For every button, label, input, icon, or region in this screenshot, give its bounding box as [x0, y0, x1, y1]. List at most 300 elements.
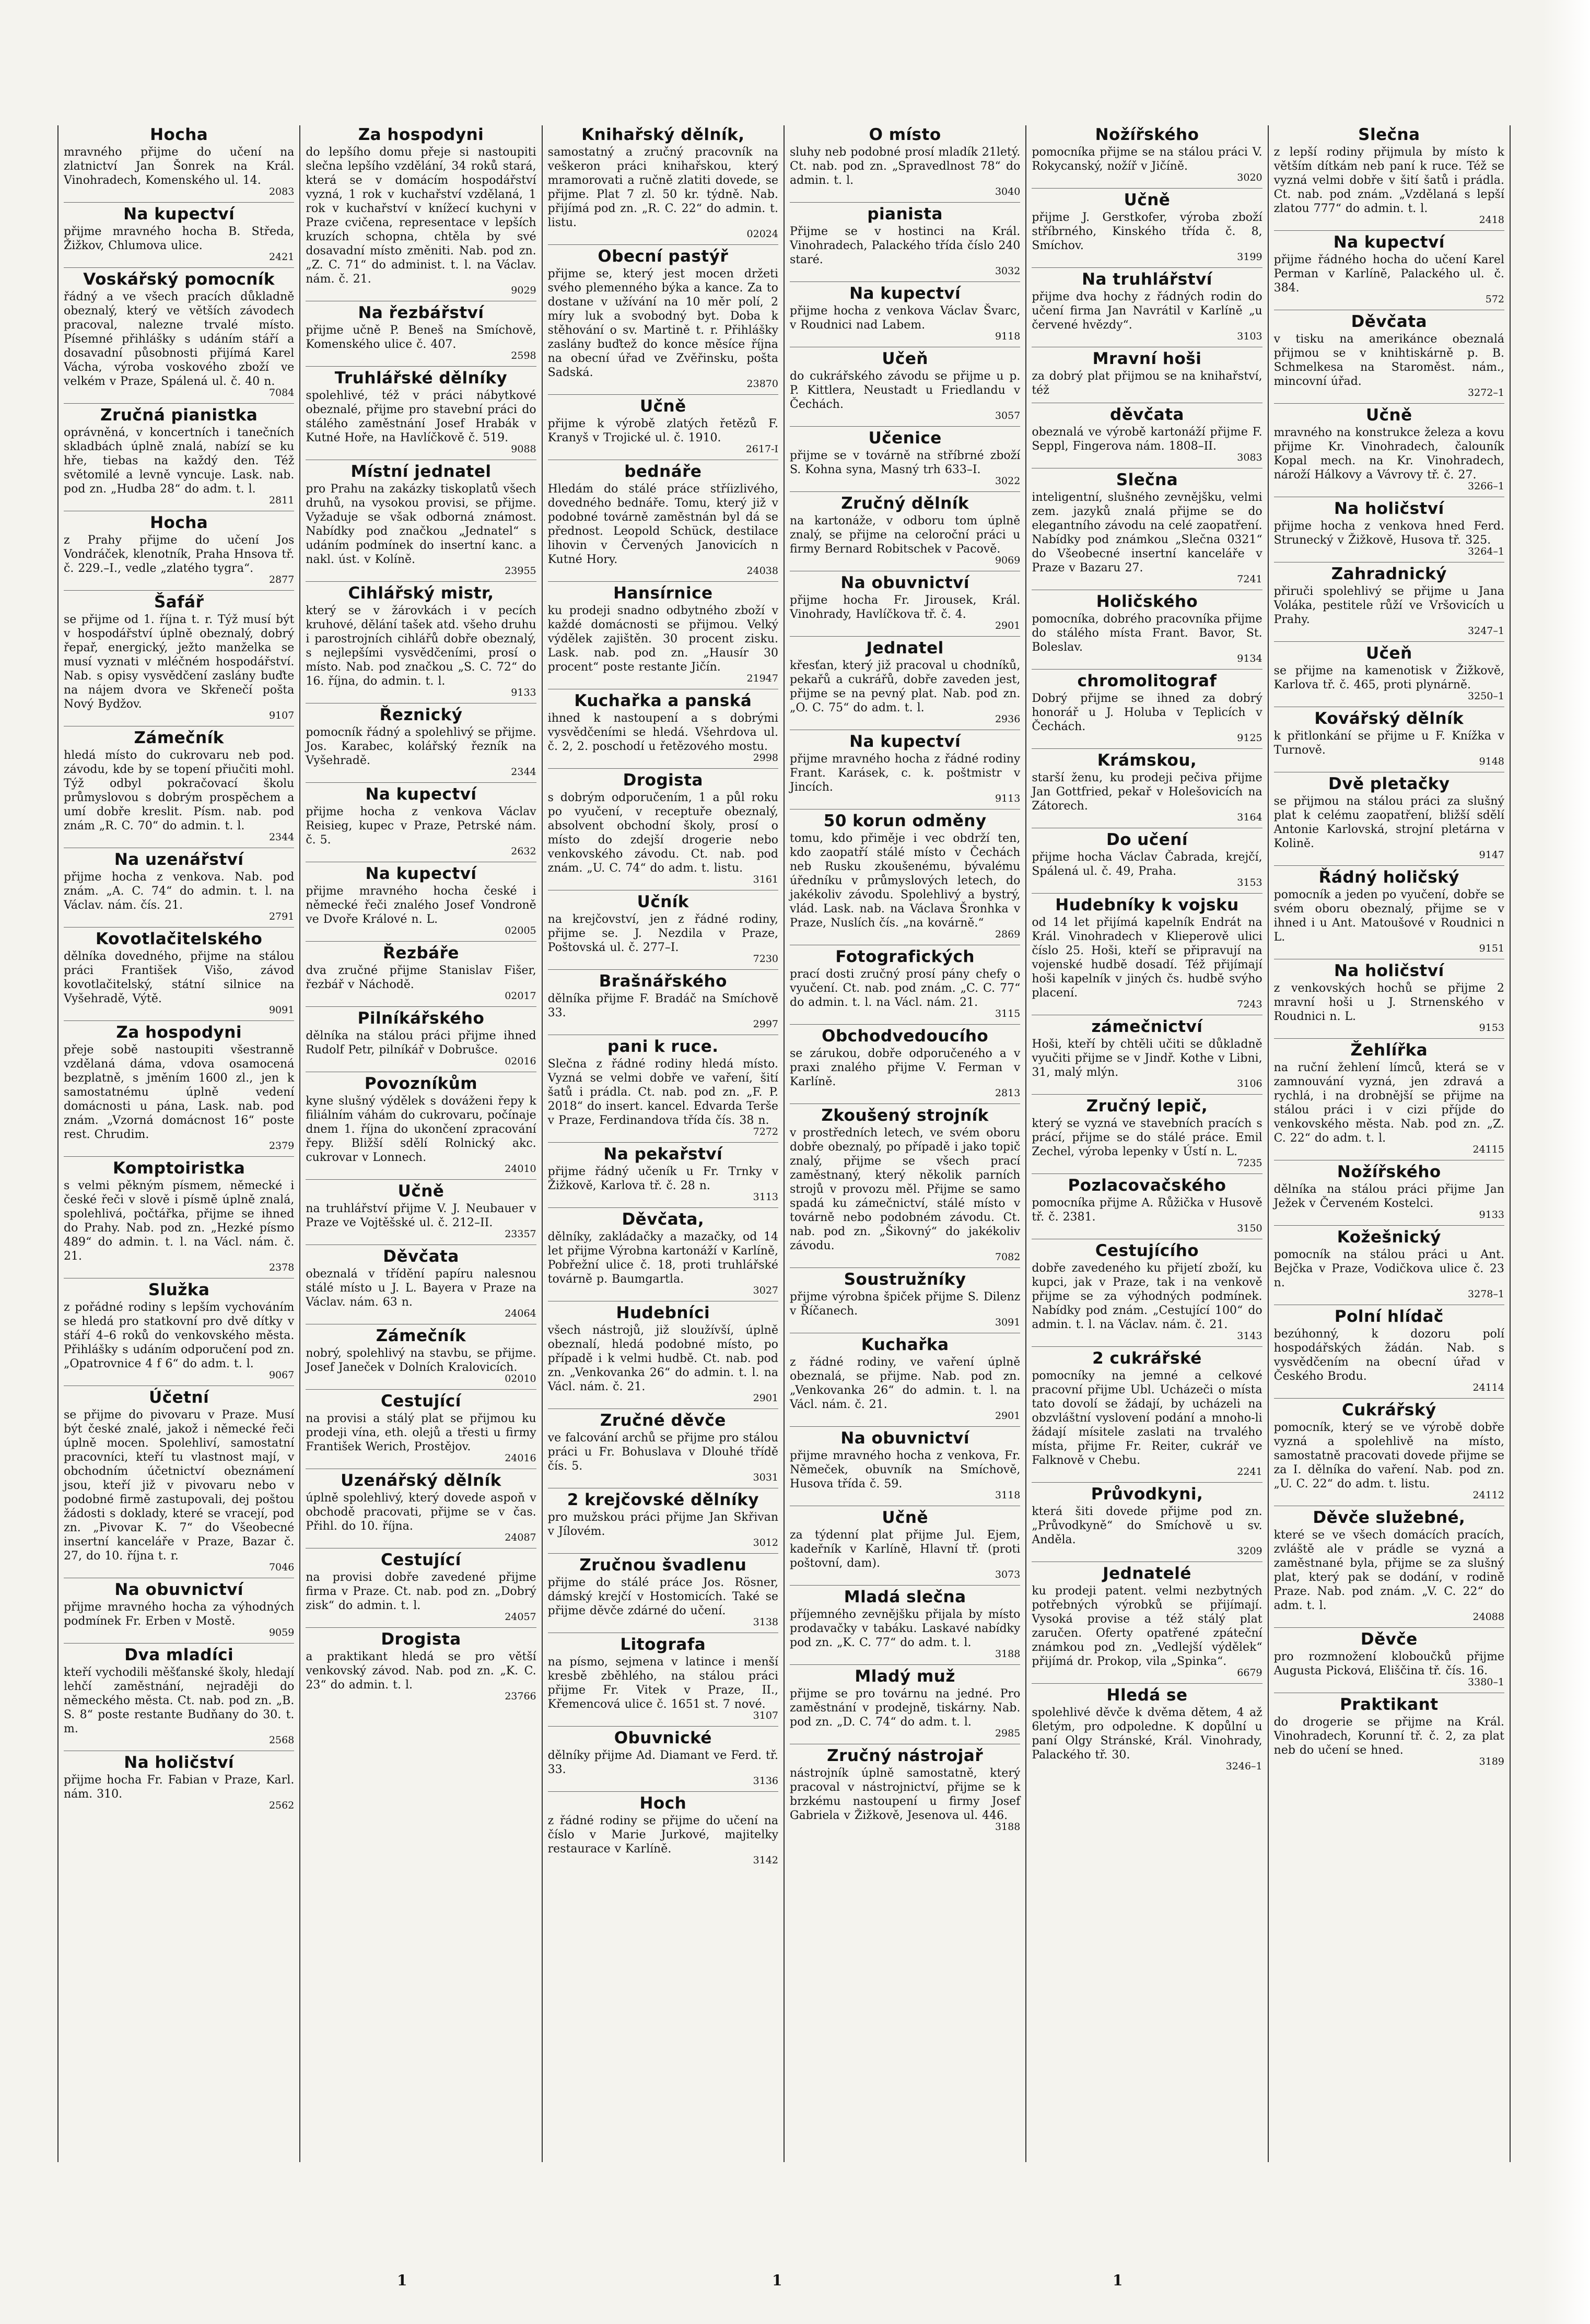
classified-ad [306, 581, 536, 698]
classified-ad [790, 809, 1020, 940]
ad-text: přijme hocha z venkova Václav Švarc, v Roudnici nad Labem. [790, 304, 1021, 332]
ad-number: 3250–1 [1468, 690, 1504, 702]
classified-ad [1274, 1160, 1504, 1220]
ad-title: Děvčata, [622, 1210, 705, 1229]
classified-ad [1274, 1506, 1504, 1622]
ad-text: se přijmou na stálou práci za slušný plat k celému zaopatření, bližší sdělí Antonie Karlovská, strojní pletárna v Kolině. [1273, 795, 1504, 850]
ad-title: Zámečník [134, 729, 224, 747]
ad-text: za týdenní plat přijme Jul. Ejem, kadeřník v Karlíně, Hlavní tř. (proti poštovní, dam). [790, 1529, 1021, 1570]
ad-number: 2985 [995, 1728, 1021, 1739]
classified-ad [790, 1426, 1020, 1500]
classified-ad [548, 1409, 778, 1483]
classified-ad [790, 945, 1020, 1019]
ad-number: 3278–1 [1468, 1288, 1504, 1300]
classified-ad [1032, 590, 1262, 664]
ad-text: řádný a ve všech pracích důkladně obeznalý, který ve větších závodech pracoval, nalezne trvalé místo. Písemné přihlášky s udáním stáří a dosavadní působnosti přijímá Karel Vácha, výroba voskového zboží ve velkém v Praze, Spálená ul. č. 40 n. [64, 290, 295, 388]
ad-text: přijme řádný učeník u Fr. Trnky v Žižkově, Karlova tř. č. 28 n. [547, 1165, 778, 1192]
classified-ad [1274, 497, 1504, 557]
ad-number: 2998 [753, 752, 778, 764]
classified-ad [1032, 893, 1262, 1010]
classified-ad [790, 426, 1020, 486]
ad-title: Učeň [1366, 644, 1412, 663]
ad-text: na krejčovství, jen z řádné rodiny, přijme se. J. Nezdila v Praze, Poštovská ul. č. 277–I. [547, 913, 778, 954]
ad-title: Na kupectví [849, 284, 961, 303]
ad-number: 2418 [1479, 214, 1504, 226]
ad-number: 9148 [1479, 756, 1504, 767]
ad-number: 6679 [1237, 1667, 1262, 1679]
ad-title: Zručnou švadlenu [579, 1556, 747, 1575]
ad-text: na písmo, sejmena v latince i menší kresbě zběhlého, na stálou práci přijme Fr. Vitek v Praze, II., Křemencová ulice č. 1651 st. 7 nové. [547, 1656, 778, 1711]
ad-number: 572 [1485, 294, 1504, 305]
ad-text: a praktikant hledá se pro větší venkovský závod. Nab. pod zn. „K. C. 23“ do admin. t. l. [306, 1650, 536, 1692]
ad-text: ihned k nastoupení a s dobrými vysvědčeními se hledá. Všehrdova ul. č. 2, 2. poschodí u řetězového mostu. [547, 712, 778, 753]
ad-title: Na kupectví [1333, 233, 1445, 252]
ad-text: přijme se v továrně na stříbrné zboží S. Kohna syna, Masný trh 633–I. [790, 449, 1021, 476]
ad-title: Nožířského [1337, 1163, 1441, 1181]
ad-title: Kovářský dělník [1314, 709, 1464, 728]
ad-text: s dobrým odporučením, 1 a půl roku po vyučení, v receptuře obeznalý, absolvent obchodní školy, prosí o místo do zdejší drogerie nebo venkovského závodu. Ct. nab. pod znám. „U. C. 74“ do adm. t. listu. [547, 791, 778, 875]
ad-text: z řádné rodiny se přijme do učení na číslo v Marie Jurkové, majitelky restaurace v Karlíně. [547, 1814, 778, 1856]
ad-number: 24016 [505, 1452, 536, 1464]
ad-number: 7243 [1237, 999, 1262, 1010]
ad-title: Hudebníci [616, 1304, 710, 1322]
classified-ad [64, 1020, 294, 1151]
ad-number: 2344 [268, 831, 295, 843]
classified-ad [1032, 669, 1262, 743]
classified-ad [1274, 865, 1504, 954]
ad-text: kyne slušný výdělek s dováženi řepy k filiálním váhám do cukrovaru, počínaje dnem 1. října do ukončení zpracování řepy. Bližší sdělí Rolnický akc. cukrovar v Lonnech. [306, 1095, 536, 1164]
classified-ad [64, 1643, 294, 1745]
ad-number: 2562 [268, 1800, 295, 1811]
ad-text: pomocníka přijme se na stálou práci V. Rokycanský, nožíř v Jičíně. [1032, 146, 1262, 173]
ad-text: pomocníka přijme A. Růžička v Husově tř. č. 2381. [1032, 1196, 1262, 1224]
ad-text: z řádné rodiny, ve vaření úplně obeznalá, se přijme. Nab. pod zn. „Venkovanka 26“ do admin. t. l. na Václ. nám. č. 21. [790, 1356, 1021, 1411]
classified-ad [64, 1386, 294, 1572]
ad-title: Za hospodyni [116, 1023, 242, 1042]
classified-ad [1032, 1482, 1262, 1556]
classified-ad [306, 1006, 536, 1066]
ad-title: Kuchařka [861, 1335, 949, 1354]
classified-ad [1032, 1094, 1262, 1168]
ad-number: 23766 [505, 1691, 536, 1702]
ad-number: 3164 [1237, 812, 1262, 823]
ad-number: 3188 [995, 1821, 1021, 1833]
ad-text: pomocníky na jemné a celkové pracovní přijme Ubl. Ucházeči o místa tato dovolí se žádají, by ucházeli na obzvláštní vyslovení podání a mnoho-li žádají mísitele zaslati na trvalého místa, přijme Fr. Reiter, cukrář ve Falknově v Chebu. [1032, 1369, 1262, 1467]
ad-title: Holičského [1096, 592, 1198, 611]
ad-text: příjemného zevnějšku přijala by místo prodavačky v tabáku. Laskavé nabídky pod zn. „K. C. 77“ do adm. t. l. [790, 1608, 1021, 1649]
classified-ad [790, 1333, 1020, 1421]
ad-text: nástrojník úplně samostatně, který pracoval v nástrojnictví, přijme se k brzkému nastoupení u firmy Josef Gabriela v Žižkově, Jesenova ul. 446. [790, 1767, 1021, 1822]
classified-ad [790, 1104, 1020, 1262]
ad-text: přijme hocha z venkova. Nab. pod znám. „A. C. 74“ do admin. t. l. na Václav. nám. čís. 21. [64, 871, 295, 912]
classified-ad [306, 366, 536, 454]
ad-text: na truhlářství přijme V. J. Neubauer v Praze ve Vojtěšské ul. č. 212–II. [306, 1202, 536, 1229]
ad-text: od 14 let přijímá kapelník Endrát na Král. Vinohradech v Klieperově ulici číslo 25. Hoši, kteří se připravují na vojenské hudbě dosadí. Též přijímají hoši kapelník v jiných čs. hudbě svýho placení. [1032, 916, 1262, 1000]
classified-ad [1032, 347, 1262, 397]
ad-title: pani k ruce. [607, 1037, 719, 1056]
ad-title: 50 korun odměny [823, 812, 987, 830]
ad-text: inteligentní, slušného zevnějšku, velmi zem. jazyků znalá přijme se do elegantního závodu na celé zaopatření. Nabídky pod známkou „Slečna 0321“ do Všeobecné insertní kanceláře v Praze v Bazaru 27. [1032, 491, 1262, 574]
ad-text: obeznalá v třídění papíru nalesnou stálé místo u J. L. Bayera v Praze na Václav. nám. 63 n. [306, 1267, 536, 1309]
ad-number: 9153 [1479, 1022, 1504, 1034]
ad-title: Zručné děvče [600, 1411, 726, 1430]
ad-number: 3020 [1237, 172, 1262, 183]
ad-number: 7046 [268, 1562, 295, 1573]
classified-ad [306, 1324, 536, 1384]
ad-title: Na obuvnictví [114, 1580, 243, 1599]
page-margin [1543, 0, 1590, 2324]
ad-number: 2421 [268, 251, 295, 263]
classified-ad [1274, 707, 1504, 767]
ad-text: mravného na konstrukce železa a kovu přijme Kr. Vinohradech, čalouník Kopal mech. na Kr. Vinohradech, nároží Hálkovy a Vávrovy tř. č. 27. [1273, 426, 1504, 482]
ad-title: Zručný lepič, [1086, 1097, 1208, 1116]
ad-title: Učně [640, 397, 686, 416]
ad-number: 3150 [1237, 1223, 1262, 1234]
ad-text: Hledám do stálé práce stříizlivého, dovedného bednáře. Tomu, který již v podobné továrně zaměstnán byl dá se přednost. Leopold Schück, destilace lihovin v Červených Janovicích n Kutné Hory. [547, 483, 778, 566]
ad-number: 9134 [1237, 653, 1262, 664]
classified-ad [790, 571, 1020, 631]
ad-title: Zahradnický [1331, 565, 1447, 583]
classified-ad [548, 244, 778, 389]
classified-ad [790, 1585, 1020, 1659]
ad-number: 2598 [511, 350, 536, 361]
classified-ad [1032, 1239, 1262, 1341]
classified-ad [1032, 1173, 1262, 1234]
ad-title: Praktikant [1340, 1695, 1439, 1714]
ad-number: 3143 [1237, 1330, 1262, 1342]
ad-number: 3012 [753, 1537, 778, 1548]
classified-ad [1032, 1015, 1262, 1089]
ad-text: pro mužskou práci přijme Jan Skřivan v Jílovém. [547, 1511, 778, 1538]
ad-text: pomocník, který se ve výrobě dobře vyzná a spolehlivě na místo, samostatně pracovati dovede přijme se za I. dělníka do vaření. Nab. pod zn. „U. C. 22“ do adm. t. listu. [1273, 1421, 1504, 1490]
ad-text: ku prodeji snadno odbytného zboží v každé domácnosti se přijmou. Velký výdělek zajištěn. 30 procent zisku. Lask. nab. pod zn. „Hausír 30 procent“ poste restante Jičín. [547, 604, 778, 674]
classified-ad [548, 1142, 778, 1202]
ad-number: 3247–1 [1468, 625, 1504, 637]
ad-number: 24038 [746, 565, 778, 577]
classified-ad [790, 1506, 1020, 1580]
classified-ad [306, 1245, 536, 1319]
ad-number: 3106 [1237, 1078, 1262, 1089]
ad-text: dělníka dovedného, přijme na stálou práci František Višo, závod kovotlačitelský, státní silnice na Vyšehradě, Výtě. [64, 950, 295, 1005]
ad-text: dobře zavedeného ku přijetí zboží, ku kupci, jak v Praze, tak i na venkově přijme se za výhodných podmínek. Nabídky pod znám. „Cestující 100“ do admin. t. l. na Václav. nám. č. 21. [1032, 1262, 1262, 1331]
ad-text: bezúhonný, k dozoru polí hospodářských žádán. Nab. s vysvědčením na obecní úřad v Českého Brodu. [1273, 1328, 1504, 1383]
classified-ad [1274, 310, 1504, 398]
ad-title: Povozníkům [364, 1074, 478, 1093]
ad-title: Hledá se [1106, 1686, 1188, 1705]
ad-number: 24064 [505, 1308, 536, 1319]
ad-number: 3266–1 [1468, 480, 1504, 492]
classified-ad [790, 1664, 1020, 1739]
ad-text: přijme výrobna špiček přijme S. Dilenz v Říčanech. [790, 1290, 1021, 1318]
ad-number: 9088 [511, 443, 536, 455]
ad-number: 24112 [1472, 1489, 1504, 1501]
classified-ad [548, 768, 778, 885]
ad-title: Jednatelé [1103, 1564, 1191, 1583]
ad-number: 9125 [1237, 732, 1262, 744]
ad-number: 02017 [505, 990, 536, 1002]
ad-text: na ruční žehlení límců, která se v zamnouvání vyzná, jen zdravá a rychlá, i na drobnější se přijme na stálou práci i v cizi příjde do venkovského města. Nab. pod zn. „Z. C. 22“ do adm. t. l. [1273, 1061, 1504, 1145]
ad-title: Voskářský pomocník [83, 270, 275, 289]
ad-text: dělníka na stálou práci přijme Jan Ježek v Červeném Kostelci. [1273, 1183, 1504, 1210]
ad-number: 3199 [1237, 251, 1262, 263]
classified-ad [1274, 641, 1504, 701]
ad-text: se zárukou, dobře odporučeného a v praxi znalého přijme V. Ferman v Karlíně. [790, 1047, 1021, 1088]
ad-number: 02024 [746, 228, 778, 240]
classified-ad [1032, 828, 1262, 888]
ad-text: křesťan, který již pracoval u chodníků, pekařů a cukrářů, dobře zaveden jest, přijme se na pevný plat. Nab. pod zn. „O. C. 75“ do adm. t. l. [790, 659, 1021, 714]
ad-title: Slečna [1358, 125, 1420, 144]
ad-title: bednáře [624, 462, 702, 481]
classified-ad [790, 636, 1020, 724]
classified-ad [548, 689, 778, 763]
ad-number: 9107 [268, 710, 295, 721]
ad-text: který se vyzná ve stavebních pracích s prácí, přijme se do stálé práce. Emil Zechel, výroba lepenky v Ústí n. L. [1032, 1117, 1262, 1158]
ad-title: Knihařský dělník, [581, 125, 745, 144]
ad-title: Obecní pastýř [598, 247, 729, 266]
ad-number: 3040 [995, 186, 1021, 197]
ad-text: obeznalá ve výrobě kartonáží přijme F. Seppl, Fingerova nám. 1808–II. [1032, 426, 1262, 453]
classified-ad [548, 1207, 778, 1296]
classified-ad [790, 1024, 1020, 1098]
ad-number: 3272–1 [1468, 387, 1504, 398]
ad-text: z Prahy přijme do učení Jos Vondráček, klenotník, Praha Hnsova tř. č. 229.–I., vedle „zlatého tygra“. [64, 534, 295, 575]
ad-number: 24087 [505, 1532, 536, 1543]
ad-number: 2632 [511, 846, 536, 857]
ad-text: ve falcování archů se přijme pro stálou práci u Fr. Bohuslava v Dlouhé třídě čís. 5. [547, 1431, 778, 1473]
classified-ad [1032, 1683, 1262, 1771]
ad-title: Učně [1124, 191, 1171, 209]
ad-title: Děvčata [383, 1247, 459, 1266]
ad-title: Místní jednatel [350, 462, 492, 481]
classified-ad [790, 347, 1020, 421]
classified-ad [1032, 468, 1262, 584]
classified-ad [306, 1548, 536, 1622]
ad-text: Slečna z řádné rodiny hledá místo. Vyzná se velmi dobře ve vaření, šití šatů i prádla. Ct. nab. pod zn. „F. P. 2018“ do insert. kancel. Edvarda Terše v Praze, Ferdinandova třída čís. 38 n. [547, 1058, 778, 1127]
classified-ad [790, 202, 1020, 276]
ad-text: přijme učně P. Beneš na Smíchově, Komenského ulice č. 407. [306, 324, 536, 351]
ad-title: Hansírnice [613, 584, 713, 603]
ad-number: 3083 [1237, 452, 1262, 463]
ad-title: Zručná pianistka [100, 406, 258, 425]
ad-text: tomu, kdo přiměje i vec obdrží ten, kdo zaopatří stálé místo v Čechách neb Rusku zkoušenému, bývalému úředníku v průmyslových letech, do jakékoliv závodu. Spolehlivý a bystrý, vlád. Lask. nab. na Václava Šronhka v Praze, Nuslích čís. „na kovárně.“ [790, 832, 1021, 930]
ad-text: přijme hocha Václav Čabrada, krejčí, Spálená ul. č. 49, Praha. [1032, 851, 1262, 878]
column-4 [785, 125, 1026, 2162]
ad-number: 3027 [753, 1285, 778, 1296]
ad-title: Zkoušený strojník [821, 1106, 989, 1125]
ad-title: Na řezbářství [358, 303, 484, 322]
ad-number: 7082 [995, 1251, 1021, 1263]
ad-title: 2 krejčovské dělníky [567, 1490, 759, 1509]
ad-title: Na obuvnictví [840, 573, 969, 592]
classified-ad [64, 1278, 294, 1380]
ad-number: 3113 [753, 1191, 778, 1203]
classified-ad [64, 125, 294, 197]
ad-text: k přitlonkání se přijme u F. Knížka v Turnově. [1273, 730, 1504, 757]
ad-text: se přijme do pivovaru v Praze. Musí být české znalé, jakož i německé řeči úplně mocen. Spolehliví, samostatní pracovníci, kteří tu vlastnost mají, v obchodním účetnictví obeznámení jsou, kteří již v pivovaru nebo v podobné firmě zastupovali, dej poštou žádosti s doklady, které se vracejí, pod zn. „Pivovar K. 7“ do Všeobecné insertní kanceláře v Praze, Bazar č. 27, do 10. října t. r. [64, 1409, 295, 1563]
ad-title: Kovotlačitelského [96, 930, 263, 948]
column-5 [1026, 125, 1268, 2162]
ad-title: Zručný nástrojař [827, 1746, 984, 1765]
ad-text: na kartonáže, v odboru tom úplně znalý, se přijme na celoroční práci u firmy Bernard Robitschek v Pacově. [790, 514, 1021, 556]
ad-title: Dva mladíci [124, 1646, 234, 1664]
ad-title: Drogista [381, 1630, 461, 1649]
ad-text: do lepšího domu přeje si nastoupiti slečna lepšího vzdělání, 34 roků stará, která se v domácím hospodářství vyzná, 1 rok v kuchařství vzdělaná, 1 rok v kuchařství v knížecí kuchyni v Praze cvičena, representace v lepších kruzích schopna, chtěla by své dosavadní místo změniti. Nab. pod zn. „Z. C. 71“ do administ. t. l. na Václav. nám. č. 21. [306, 146, 536, 286]
ad-number: 3022 [995, 475, 1021, 487]
ad-title: Cukrářský [1341, 1401, 1436, 1419]
ad-title: Obchodvedoucího [822, 1027, 989, 1046]
classified-ad [548, 394, 778, 454]
ad-text: přijme se, který jest mocen držeti svého plemenného býka a kance. Za to dostane v užívání na 10 měr polí, 2 míry luk a svobodný byt. Doba k stěhování o sv. Martině t. r. Přihlášky zaslány buďtež do konce měsíce října na obecní úřad ve Zvěřinsku, pošta Sadská. [547, 267, 778, 379]
ad-number: 9091 [268, 1004, 295, 1016]
classified-ad [64, 1578, 294, 1638]
ad-text: na provisi a stálý plat se přijmou ku prodeji vína, eth. olejů a třesti u firmy František Werich, Prostějov. [306, 1412, 536, 1453]
ad-number: 2791 [268, 911, 295, 922]
classified-ad [1274, 1398, 1504, 1500]
ad-title: Řádný holičský [1318, 868, 1459, 887]
ad-title: Účetní [149, 1388, 209, 1407]
classified-ad [548, 581, 778, 684]
ad-title: Hoch [639, 1794, 687, 1813]
ad-text: který se v žárovkách i v pecích kruhové, dělání tašek atd. všeho druhu i parostrojních cihlářů dobře obeznalý, s nejlepšími vysvědčeními, prosí o místo. Nab. pod značkou „S. C. 72“ do 16. října, do admin. t. l. [306, 604, 536, 688]
ad-number: 2997 [753, 1018, 778, 1030]
classified-ad [64, 927, 294, 1015]
ad-text: přijme do stálé práce Jos. Rösner, dámský krejčí v Hostomicích. Také se přijme děvče zdárné do učení. [547, 1576, 778, 1617]
ad-title: Na kupectví [365, 864, 477, 883]
ad-number: 7241 [1237, 573, 1262, 585]
classified-ad [306, 1389, 536, 1463]
ad-number: 9147 [1479, 849, 1504, 861]
ad-text: prací dosti zručný prosí pány chefy o vyučení. Ct. nab. pod znám. „C. C. 77“ do admin. t. l. na Václ. nám. 21. [790, 968, 1021, 1009]
ad-number: 24114 [1472, 1382, 1504, 1393]
classified-ad [548, 125, 778, 239]
ad-text: pomocník řádný a spolehlivý se přijme. Jos. Karabec, kolářský řezník na Vyšehradě. [306, 726, 536, 767]
classified-ad [548, 1553, 778, 1627]
classified-ad [548, 1035, 778, 1137]
ad-title: Učník [637, 893, 689, 911]
newspaper-page [57, 125, 1511, 2162]
ad-number: 24115 [1472, 1144, 1504, 1155]
ad-number: 9118 [995, 331, 1021, 342]
ad-number: 3161 [753, 874, 778, 885]
classified-ad [306, 1179, 536, 1239]
classified-ad [548, 1726, 778, 1786]
ad-title: Na kupectví [849, 732, 961, 751]
ad-number: 2811 [268, 495, 295, 506]
ad-number: 2617-I [745, 443, 778, 455]
ad-number: 3136 [753, 1775, 778, 1787]
column-6 [1269, 125, 1511, 2162]
ad-title: Jednatel [866, 639, 944, 658]
ad-text: pomocník na stálou práci u Ant. Bejčka v Praze, Vodičkova ulice č. 23 n. [1273, 1248, 1504, 1289]
ad-text: z lepší rodiny přijmula by místo k větším dítkám neb paní k ruce. Též se vyzná velmi dobře v šití šatů i prádla. Ct. nab. pod znám. „Vzdělaná s lepší zlatou 777“ do admin. t. l. [1273, 146, 1504, 215]
ad-title: Zručný dělník [841, 494, 969, 513]
ad-title: Děvčata [1351, 312, 1428, 331]
ad-text: dělníky, zakládačky a mazačky, od 14 let přijme Výrobna kartonáží v Karlíně, Pobřežní ulice č. 18, proti truhlářské továrně p. Baumgartla. [547, 1230, 778, 1286]
ad-number: 24010 [505, 1163, 536, 1175]
ad-title: Řeznický [379, 706, 463, 724]
ad-text: sluhy neb podobné prosí mladík 21letý. Ct. nab. pod zn. „Spravedlnost 78“ do admin. t. l. [790, 146, 1021, 187]
ad-text: samostatný a zručný pracovník na veškeron práci knihařskou, který mramorovati a ručně zlatiti dovede, se přijme. Plat 7 zl. 50 kr. týdně. Nab. přijímá pod zn. „R. C. 22“ do admin. t. listu. [547, 146, 778, 229]
ad-text: přeje sobě nastoupiti všestranně vzdělaná dáma, vdova osamocená bezplatně, s jměním 1600 zl., jen k samostatnému úplně vedení domácnosti u pána, Lask. nab. pod znám. „Vzorná domácnost 16“ poste rest. Chrudim. [64, 1043, 295, 1141]
ad-number: 2813 [995, 1087, 1021, 1099]
ad-title: Truhlářské dělníky [334, 369, 508, 388]
classified-ad [790, 491, 1020, 566]
ad-text: přijme hocha z venkova Václav Reisieg, kupec v Praze, Petrské nám. č. 5. [306, 805, 536, 847]
ad-text: pro Prahu na zakázky tiskoplatů všech druhů, na vysokou provisi, se přijme. Vyžaduje se však odborná známost. Nabídky pod značkou „Jednatel“ s udáním podmínek do insertní kanc. a nakl. úst. v Kolíně. [306, 483, 536, 566]
ad-text: všech nástrojů, již sloužívší, úplně obeznalí, hledá podobné místo, po případě i k velmi hudbě. Ct. nab. pod zn. „Venkovanka 26“ do admin. t. l. na Václ. nám. č. 21. [547, 1324, 778, 1393]
ad-number: 9133 [1479, 1209, 1504, 1220]
ad-title: Žehlířka [1350, 1041, 1428, 1060]
classified-ad [1274, 1225, 1504, 1299]
ad-title: Šafář [154, 593, 204, 612]
ad-text: Dobrý přijme se ihned za dobrý honorář u J. Holuba v Teplicích v Čechách. [1032, 692, 1262, 733]
ad-text: přijme k výrobě zlatých řetězů F. Kranyš v Trojické ul. č. 1910. [547, 417, 778, 444]
ad-title: Komptoiristka [113, 1159, 245, 1178]
ad-text: dva zručné přijme Stanislav Fišer, řezbář v Náchodě. [306, 964, 536, 991]
ad-text: přijme řádného hocha do učení Karel Perman v Karlíně, Palackého ul. č. 384. [1273, 253, 1504, 295]
ad-number: 02016 [505, 1055, 536, 1067]
ad-title: Děvče [1360, 1630, 1418, 1649]
classified-ad [548, 1633, 778, 1721]
ad-text: pro rozmnožení kloboučků přijme Augusta Picková, Eliščina tř. čís. 16. [1273, 1650, 1504, 1677]
classified-ad [306, 782, 536, 856]
ad-title: Uzenářský dělník [341, 1471, 501, 1490]
ad-title: Pozlacovačského [1068, 1176, 1226, 1195]
classified-ad [1032, 267, 1262, 342]
ad-title: Obuvnické [614, 1729, 712, 1747]
classified-ad [1032, 403, 1262, 463]
classified-ad [790, 281, 1020, 342]
ad-text: ku prodeji patent. velmi nezbytných potřebných výrobků se přijímají. Vysoká provise a též stálý plat zaručen. Oferty opatřené zpáteční známkou pod zn. „Vedlejší výdělek“ přijímá dr. Prokop, vila „Spinka“. [1032, 1584, 1262, 1668]
ad-number: 2901 [753, 1392, 778, 1404]
classified-ad [548, 969, 778, 1029]
classified-ad [64, 1751, 294, 1811]
ad-text: do drogerie se přijme na Král. Vinohradech, Korunní tř. č. 2, za plat neb do učení se hned. [1273, 1716, 1504, 1757]
ad-text: za dobrý plat přijmou se na knihařství, též [1032, 370, 1262, 397]
ad-title: Krámskou, [1097, 751, 1197, 770]
ad-text: přijme hocha Fr. Jirousek, Král. Vinohrady, Havlíčkova tř. č. 4. [790, 594, 1021, 621]
ad-text: spolehlivé, též v práci nábytkové obeznalé, přijme pro stavební práci do stálého zaměstnání Josef Hrabák v Kutné Hoře, na Havlíčkově č. 519. [306, 389, 536, 444]
ad-title: Za hospodyni [358, 125, 484, 144]
ad-title: Fotografických [835, 947, 975, 966]
ad-number: 2869 [995, 929, 1021, 940]
ad-number: 3264–1 [1468, 546, 1504, 557]
ad-title: Na pekařství [603, 1145, 723, 1164]
ad-title: Zámečník [376, 1327, 466, 1345]
ad-number: 3073 [995, 1569, 1021, 1580]
footer-mark-3: 1 [1113, 2272, 1123, 2289]
ad-text: s velmi pěkným písmem, německé i české řeči v slově i písmě úplně znalá, spolehlivá, počtářka, přijme se ihned do Prahy. Nab. pod zn. „Hezké písmo 489“ do admin. t. l. na Václ. nám. č. 21. [64, 1179, 295, 1263]
ad-title: Na uzenářství [114, 850, 244, 869]
classified-ad [1274, 230, 1504, 304]
ad-title: Učenice [868, 429, 942, 448]
ad-number: 9059 [268, 1627, 295, 1638]
ad-number: 3103 [1237, 331, 1262, 342]
classified-ad [1032, 188, 1262, 262]
ad-text: na provisi dobře zavedené přijme firma v Praze. Ct. nab. pod zn. „Dobrý zisk“ do admin. t. l. [306, 1571, 536, 1612]
ad-text: spolehlivé děvče k dvěma dětem, 4 až 6letým, pro odpoledne. K dopůlní u paní Olgy Stránské, Král. Vinohrady, Palackého tř. 30. [1032, 1706, 1262, 1762]
ad-number: 3246–1 [1225, 1760, 1262, 1772]
ad-text: kteří vychodili měšťanské školy, hledají lehčí zaměstnání, nejraději do německého města. Ct. nab. pod zn. „B. S. 8“ poste restante Budňany do 30. t. m. [64, 1666, 295, 1735]
ad-title: Na kupectví [365, 785, 477, 804]
ad-text: přijme hocha z venkova hned Ferd. Strunecký v Žižkově, Husova tř. 325. [1273, 520, 1504, 547]
ad-title: Na kupectví [123, 205, 235, 224]
ad-number: 2568 [268, 1734, 295, 1746]
classified-ad [548, 890, 778, 964]
classified-ad [306, 1072, 536, 1174]
ad-title: Na holičství [1334, 961, 1444, 980]
classified-ad [1274, 1693, 1504, 1767]
